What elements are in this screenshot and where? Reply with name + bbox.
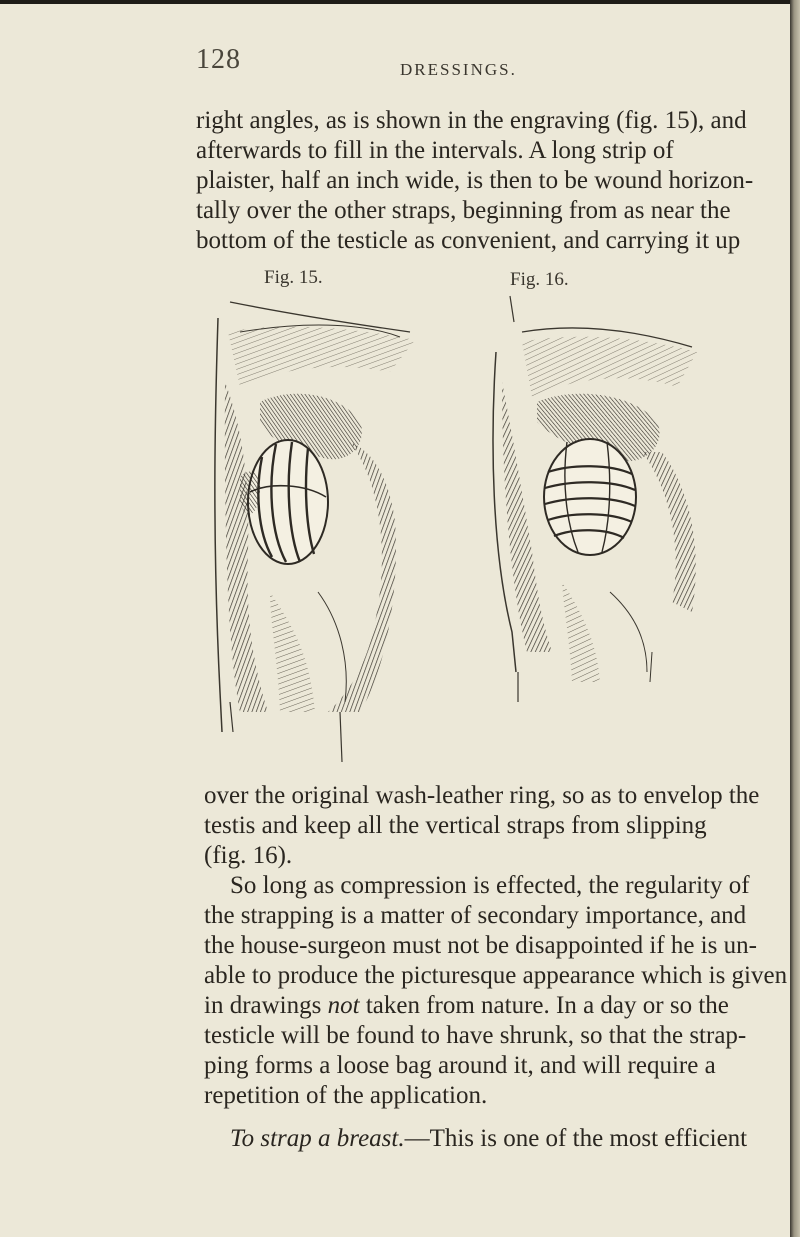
fig-16-label: Fig. 16. <box>510 269 569 290</box>
bottom-paragraph-2 <box>204 871 788 1111</box>
text-line <box>204 991 762 1021</box>
text-segment: in drawings <box>204 992 328 1019</box>
fig-15-engraving <box>200 292 480 768</box>
text-line: right angles, as is shown in the engraving (fig. 15), and <box>196 107 747 134</box>
text-line: bottom of the testicle as convenient, and carrying it up <box>196 227 741 254</box>
text-segment: —This is one of the most efficient <box>404 1125 748 1152</box>
text-line: testis and keep all the vertical straps from slipping <box>204 812 707 839</box>
top-paragraph <box>196 106 762 256</box>
bottom-paragraph-3 <box>230 1124 762 1154</box>
text-line: afterwards to fill in the intervals. A long strip of <box>196 137 674 164</box>
text-line: plaister, half an inch wide, is then to be wound horizon- <box>196 167 754 194</box>
text-segment: taken from nature. In a day or so the <box>359 992 729 1019</box>
text-line: tally over the other straps, beginning from as near the <box>196 197 731 224</box>
text-line: repetition of the application. <box>204 1082 488 1109</box>
text-line: the house-surgeon must not be disappointed if he is un- <box>204 932 757 959</box>
text-line <box>230 1124 762 1154</box>
page-top-edge <box>0 0 800 4</box>
text-line: over the original wash-leather ring, so as to envelop the <box>204 782 760 809</box>
page-right-edge <box>790 0 800 1237</box>
text-line: able to produce the picturesque appearance which is given <box>204 962 788 989</box>
emphasis-not: not <box>327 992 360 1019</box>
bottom-paragraph-1 <box>204 781 762 871</box>
text-line: testicle will be found to have shrunk, so that the strap- <box>204 1022 747 1049</box>
fig-16-engraving <box>482 292 722 712</box>
page-number: 128 <box>196 44 241 75</box>
text-line: So long as compression is effected, the regularity of <box>230 872 750 899</box>
text-line: (fig. 16). <box>204 842 293 869</box>
text-line: the strapping is a matter of secondary importance, and <box>204 902 747 929</box>
text-line: ping forms a loose bag around it, and will require a <box>204 1052 716 1079</box>
running-head: DRESSINGS. <box>400 60 517 79</box>
section-heading: To strap a breast. <box>230 1125 405 1152</box>
fig-15-label: Fig. 15. <box>264 267 323 288</box>
